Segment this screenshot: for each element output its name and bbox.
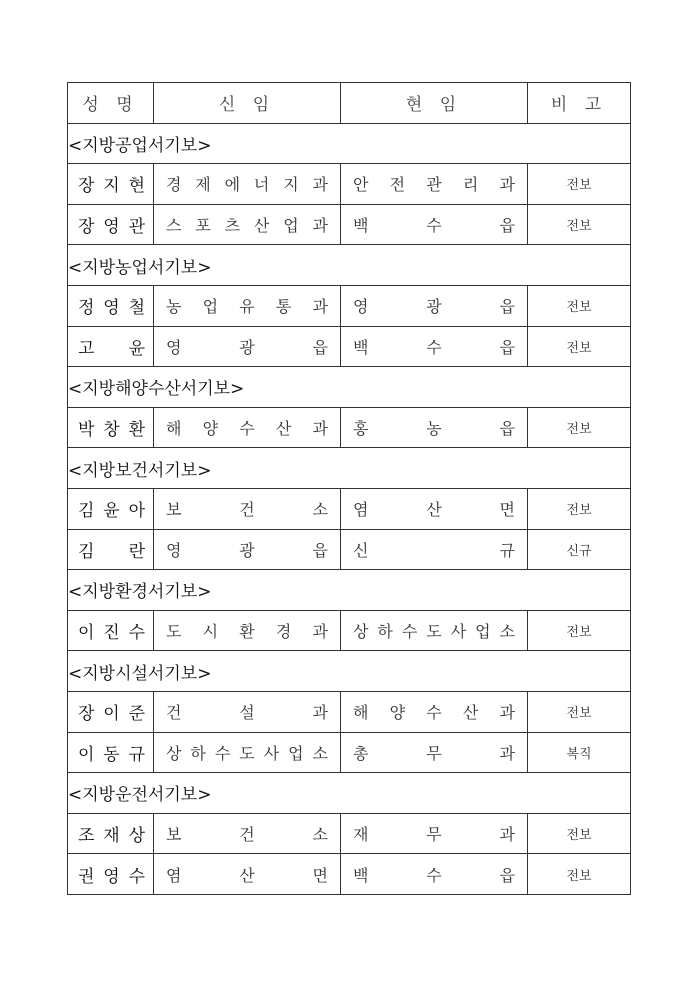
note: 전보	[528, 164, 631, 205]
current-post-cell	[341, 854, 528, 895]
table-row	[68, 407, 631, 448]
person-name: 장 이 준	[78, 704, 145, 725]
person-name-cell	[68, 285, 154, 326]
new-post: 경 제 에 너 지 과	[166, 175, 328, 195]
person-name: 장 지 현	[78, 176, 145, 197]
section-row	[68, 773, 631, 814]
person-name-cell	[68, 610, 154, 651]
current-post-cell	[341, 488, 528, 529]
person-name: 권 영 수	[78, 866, 145, 887]
person-name-cell	[68, 854, 154, 895]
roster-body	[68, 123, 631, 894]
personnel-table	[67, 82, 631, 895]
section-title: <지방운전서기보>	[68, 773, 631, 814]
current-post: 총 무 과	[353, 743, 515, 763]
note: 전보	[528, 691, 631, 732]
new-post-cell	[154, 204, 341, 245]
section-title: <지방농업서기보>	[68, 245, 631, 286]
person-name-cell	[68, 529, 154, 570]
new-post-cell	[154, 691, 341, 732]
section-title: <지방공업서기보>	[68, 123, 631, 164]
header-current-post: 현 임	[341, 83, 528, 124]
table-row	[68, 285, 631, 326]
person-name: 박 창 환	[78, 420, 145, 441]
header-note: 비 고	[528, 83, 631, 124]
table-row	[68, 610, 631, 651]
section-title: <지방시설서기보>	[68, 651, 631, 692]
person-name: 정 영 철	[78, 298, 145, 319]
table-row	[68, 204, 631, 245]
new-post-cell	[154, 529, 341, 570]
note: 전보	[528, 407, 631, 448]
person-name: 고 윤	[78, 338, 145, 359]
new-post: 보 건 소	[166, 824, 328, 844]
person-name-cell	[68, 204, 154, 245]
table-row	[68, 691, 631, 732]
current-post: 재 무 과	[353, 824, 515, 844]
current-post-cell	[341, 732, 528, 773]
current-post-cell	[341, 164, 528, 205]
person-name: 조 재 상	[78, 825, 145, 846]
current-post: 염 산 면	[353, 500, 515, 520]
person-name: 이 진 수	[78, 623, 145, 644]
current-post: 홍 농 읍	[353, 419, 515, 439]
person-name-cell	[68, 732, 154, 773]
person-name: 김 란	[78, 541, 145, 562]
person-name-cell	[68, 488, 154, 529]
table-row	[68, 164, 631, 205]
new-post: 농 업 유 통 과	[166, 297, 328, 317]
new-post: 상 하 수 도 사 업 소	[166, 743, 328, 763]
current-post: 상 하 수 도 사 업 소	[353, 622, 515, 642]
table-row	[68, 813, 631, 854]
new-post: 해 양 수 산 과	[166, 419, 328, 439]
section-row	[68, 123, 631, 164]
current-post-cell	[341, 691, 528, 732]
person-name: 김 윤 아	[78, 501, 145, 522]
person-name-cell	[68, 326, 154, 367]
current-post-cell	[341, 285, 528, 326]
person-name: 장 영 관	[78, 217, 145, 238]
new-post: 영 광 읍	[166, 337, 328, 357]
person-name-cell	[68, 407, 154, 448]
note: 전보	[528, 610, 631, 651]
current-post: 백 수 읍	[353, 216, 515, 236]
new-post-cell	[154, 407, 341, 448]
section-row	[68, 570, 631, 611]
person-name-cell	[68, 691, 154, 732]
person-name-cell	[68, 164, 154, 205]
table-row	[68, 488, 631, 529]
current-post-cell	[341, 813, 528, 854]
current-post: 백 수 읍	[353, 865, 515, 885]
current-post: 신 규	[353, 540, 515, 560]
current-post-cell	[341, 529, 528, 570]
new-post-cell	[154, 488, 341, 529]
note: 복직	[528, 732, 631, 773]
table-row	[68, 854, 631, 895]
new-post: 보 건 소	[166, 500, 328, 520]
header-new-post: 신 임	[154, 83, 341, 124]
section-row	[68, 245, 631, 286]
table-row	[68, 529, 631, 570]
note: 전보	[528, 285, 631, 326]
new-post: 스 포 츠 산 업 과	[166, 216, 328, 236]
current-post-cell	[341, 204, 528, 245]
new-post-cell	[154, 326, 341, 367]
person-name-cell	[68, 813, 154, 854]
current-post: 해 양 수 산 과	[353, 703, 515, 723]
current-post: 안 전 관 리 과	[353, 175, 515, 195]
header-row	[68, 83, 631, 124]
section-row	[68, 651, 631, 692]
note: 전보	[528, 813, 631, 854]
new-post-cell	[154, 164, 341, 205]
current-post: 백 수 읍	[353, 337, 515, 357]
section-title: <지방해양수산서기보>	[68, 367, 631, 408]
new-post-cell	[154, 813, 341, 854]
current-post-cell	[341, 610, 528, 651]
current-post: 영 광 읍	[353, 297, 515, 317]
current-post-cell	[341, 326, 528, 367]
new-post-cell	[154, 285, 341, 326]
person-name: 이 동 규	[78, 744, 145, 765]
new-post: 도 시 환 경 과	[166, 622, 328, 642]
section-title: <지방환경서기보>	[68, 570, 631, 611]
new-post: 건 설 과	[166, 703, 328, 723]
new-post: 염 산 면	[166, 865, 328, 885]
section-row	[68, 448, 631, 489]
table-row	[68, 326, 631, 367]
section-title: <지방보건서기보>	[68, 448, 631, 489]
current-post-cell	[341, 407, 528, 448]
note: 전보	[528, 326, 631, 367]
note: 전보	[528, 488, 631, 529]
table-row	[68, 732, 631, 773]
note: 전보	[528, 204, 631, 245]
new-post: 영 광 읍	[166, 540, 328, 560]
new-post-cell	[154, 610, 341, 651]
note: 전보	[528, 854, 631, 895]
header-name: 성 명	[68, 83, 154, 124]
section-row	[68, 367, 631, 408]
note: 신규	[528, 529, 631, 570]
new-post-cell	[154, 854, 341, 895]
new-post-cell	[154, 732, 341, 773]
